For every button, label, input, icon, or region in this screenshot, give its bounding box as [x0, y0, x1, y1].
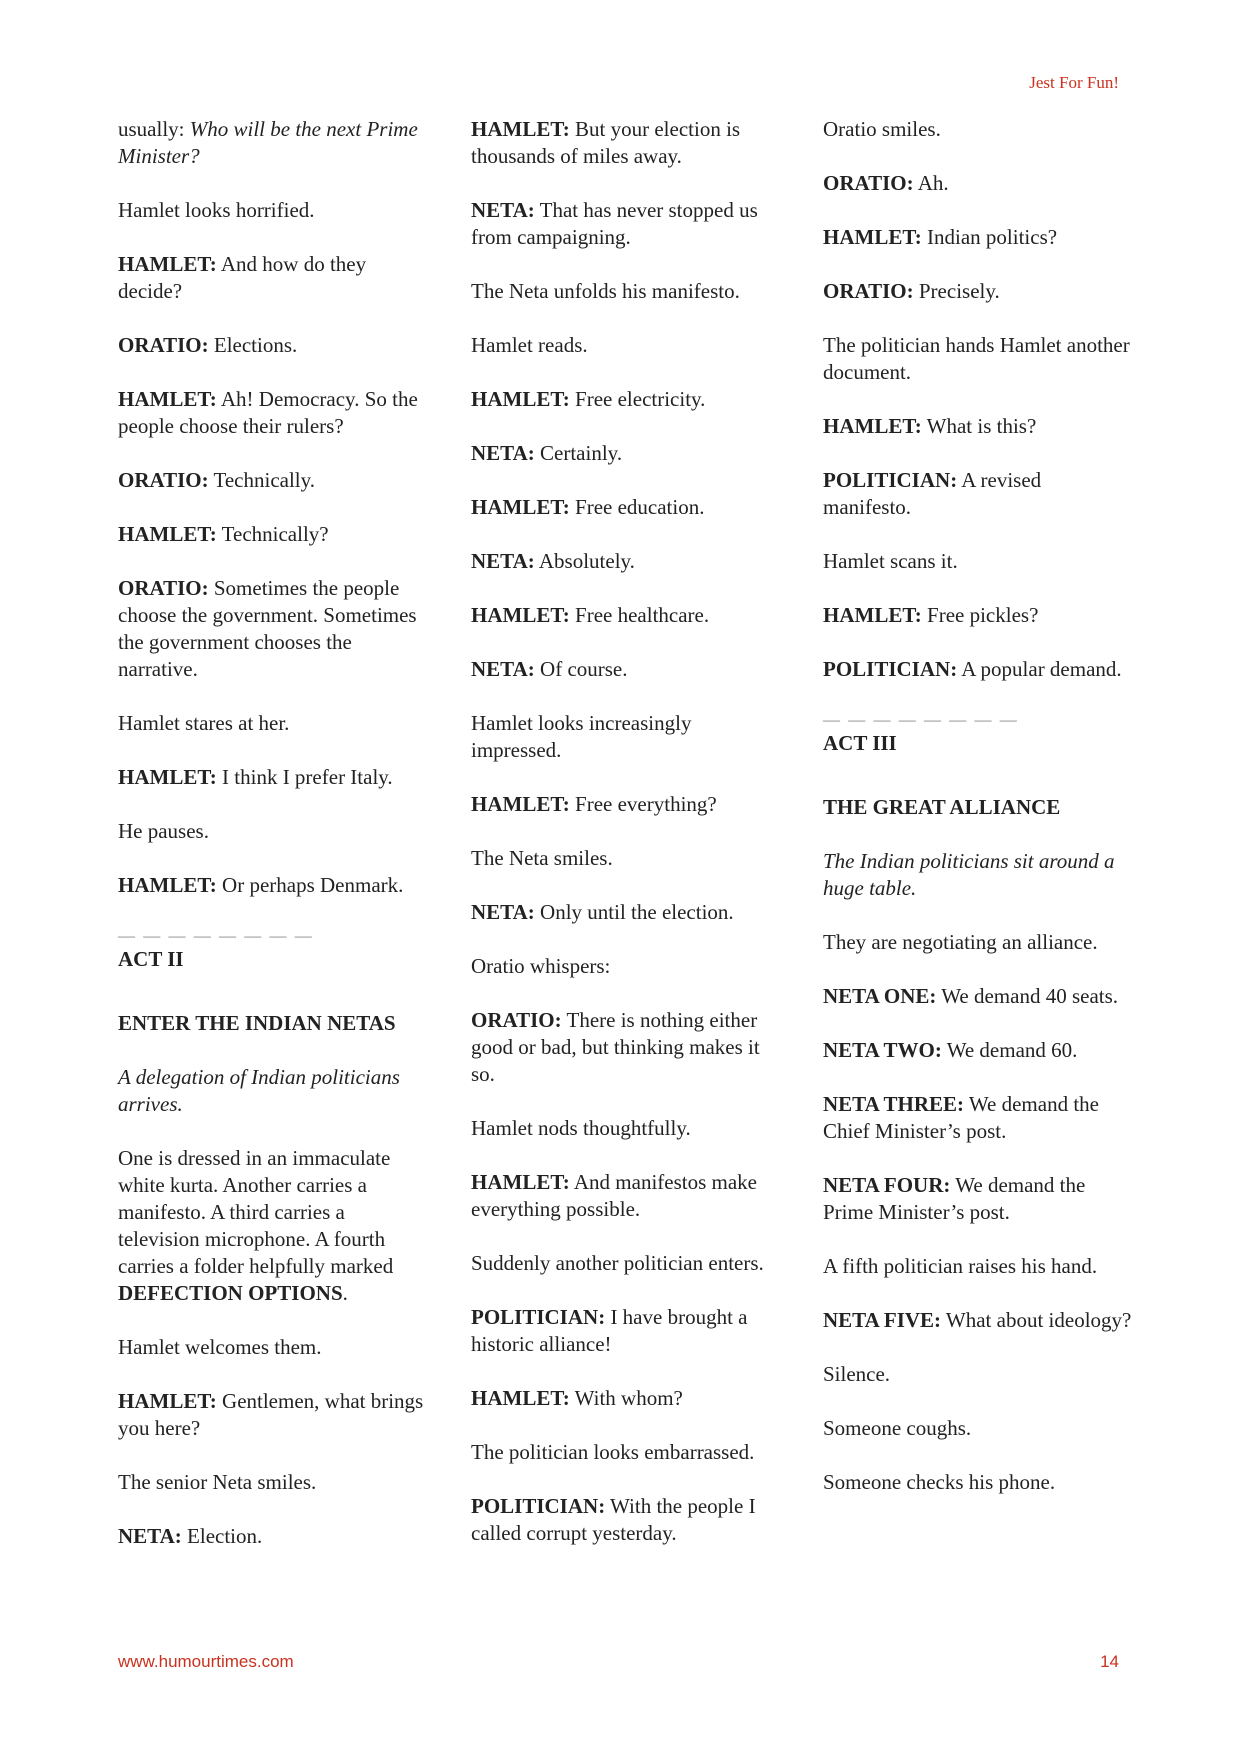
- speaker-name: ORATIO:: [118, 576, 209, 600]
- scene-title: THE GREAT ALLIANCE: [823, 795, 1061, 819]
- stage-direction: Silence.: [823, 1362, 891, 1386]
- dialogue-line: [471, 656, 781, 683]
- stage-direction: The politician hands Hamlet another document.: [823, 333, 1130, 384]
- speaker-name: HAMLET:: [471, 1170, 570, 1194]
- speaker-name: HAMLET:: [471, 117, 570, 141]
- speaker-name: HAMLET:: [471, 387, 570, 411]
- speaker-name: ORATIO:: [823, 171, 914, 195]
- speaker-name: HAMLET:: [823, 414, 922, 438]
- dialogue-line: [118, 251, 428, 305]
- dialogue-text: Technically?: [216, 522, 329, 546]
- dialogue-line: [118, 575, 428, 683]
- stage-direction: Hamlet reads.: [471, 333, 588, 357]
- dialogue-line: [118, 872, 428, 899]
- dialogue-text: Indian politics?: [921, 225, 1058, 249]
- text-run: Who will be the next Prime Minister?: [118, 117, 418, 168]
- stage-direction: Suddenly another politician enters.: [471, 1251, 764, 1275]
- dialogue-line: [471, 791, 781, 818]
- dialogue-text: Free pickles?: [921, 603, 1039, 627]
- text-run: One is dressed in an immaculate white kurta. Another carries a manifesto. A third carries a television microphone. A fourth carries a folder helpfully marked: [118, 1146, 394, 1278]
- dialogue-text: Technically.: [208, 468, 316, 492]
- dialogue-text: And how do they decide?: [118, 252, 367, 303]
- stage-direction: A fifth politician raises his hand.: [823, 1254, 1098, 1278]
- dialogue-text: Sometimes the people choose the government. Sometimes the government chooses the narrative.: [118, 576, 417, 681]
- stage-direction: Hamlet nods thoughtfully.: [471, 1116, 691, 1140]
- dialogue-text: We demand 40 seats.: [936, 984, 1119, 1008]
- dialogue-text: Elections.: [208, 333, 298, 357]
- dialogue-text: Ah.: [913, 171, 949, 195]
- section-divider: — — — — — — — —: [823, 710, 1019, 729]
- paragraph: [118, 1145, 428, 1307]
- stage-direction: Oratio whispers:: [471, 954, 611, 978]
- speaker-name: HAMLET:: [823, 225, 922, 249]
- dialogue-line: [118, 521, 428, 548]
- stage-direction: The Indian politicians sit around a huge table.: [823, 849, 1115, 900]
- column-2: [471, 116, 781, 1574]
- dialogue-text: Certainly.: [534, 441, 623, 465]
- dialogue-line: [118, 467, 428, 494]
- speaker-name: POLITICIAN:: [823, 657, 958, 681]
- stage-direction: The Neta unfolds his manifesto.: [471, 279, 740, 303]
- text-run: usually:: [118, 117, 190, 141]
- speaker-name: POLITICIAN:: [471, 1494, 606, 1518]
- dialogue-line: [823, 983, 1133, 1010]
- dialogue-line: [823, 170, 1133, 197]
- dialogue-text: Only until the election.: [534, 900, 734, 924]
- dialogue-text: With the people I called corrupt yesterday.: [471, 1494, 756, 1545]
- dialogue-line: [823, 1037, 1133, 1064]
- speaker-name: NETA FIVE:: [823, 1308, 942, 1332]
- dialogue-line: [471, 494, 781, 521]
- dialogue-text: Free electricity.: [569, 387, 706, 411]
- dialogue-line: [823, 1091, 1133, 1145]
- dialogue-line: [471, 899, 781, 926]
- speaker-name: HAMLET:: [118, 252, 217, 276]
- speaker-name: HAMLET:: [118, 387, 217, 411]
- stage-direction: Hamlet stares at her.: [118, 711, 290, 735]
- dialogue-line: [118, 386, 428, 440]
- speaker-name: ORATIO:: [118, 333, 209, 357]
- dialogue-text: Free everything?: [569, 792, 717, 816]
- dialogue-line: [823, 1172, 1133, 1226]
- stage-direction: Someone coughs.: [823, 1416, 972, 1440]
- dialogue-text: What is this?: [921, 414, 1037, 438]
- dialogue-text: Precisely.: [913, 279, 1000, 303]
- dialogue-line: [823, 1307, 1133, 1334]
- stage-direction: The Neta smiles.: [471, 846, 613, 870]
- dialogue-text: Or perhaps Denmark.: [216, 873, 404, 897]
- stage-direction: A delegation of Indian politicians arrives.: [118, 1065, 400, 1116]
- dialogue-text: Election.: [181, 1524, 263, 1548]
- text-run: .: [342, 1281, 348, 1305]
- speaker-name: HAMLET:: [118, 1389, 217, 1413]
- dialogue-line: [823, 656, 1133, 683]
- dialogue-line: [471, 1304, 781, 1358]
- section-divider: — — — — — — — —: [118, 926, 314, 945]
- dialogue-text: We demand the Chief Minister’s post.: [823, 1092, 1099, 1143]
- dialogue-line: [471, 197, 781, 251]
- speaker-name: NETA:: [118, 1524, 182, 1548]
- speaker-name: NETA:: [471, 441, 535, 465]
- dialogue-text: With whom?: [569, 1386, 683, 1410]
- dialogue-text: But your election is thousands of miles away.: [471, 117, 741, 168]
- speaker-name: NETA FOUR:: [823, 1173, 951, 1197]
- stage-direction: Someone checks his phone.: [823, 1470, 1056, 1494]
- stage-direction: The senior Neta smiles.: [118, 1470, 317, 1494]
- dialogue-line: [823, 224, 1133, 251]
- act-heading: ACT II: [118, 947, 184, 971]
- dialogue-text: Ah! Democracy. So the people choose their rulers?: [118, 387, 418, 438]
- speaker-name: NETA:: [471, 900, 535, 924]
- dialogue-line: [471, 1493, 781, 1547]
- speaker-name: POLITICIAN:: [471, 1305, 606, 1329]
- speaker-name: ORATIO:: [118, 468, 209, 492]
- dialogue-line: [823, 413, 1133, 440]
- footer-website[interactable]: www.humourtimes.com: [118, 1652, 294, 1671]
- dialogue-text: What about ideology?: [941, 1308, 1132, 1332]
- speaker-name: NETA:: [471, 198, 535, 222]
- dialogue-line: [823, 278, 1133, 305]
- stage-direction: They are negotiating an alliance.: [823, 930, 1098, 954]
- dialogue-line: [118, 1523, 428, 1550]
- stage-direction: Hamlet welcomes them.: [118, 1335, 322, 1359]
- speaker-name: HAMLET:: [118, 522, 217, 546]
- dialogue-text: A revised manifesto.: [823, 468, 1042, 519]
- dialogue-line: [471, 386, 781, 413]
- dialogue-text: Free education.: [569, 495, 705, 519]
- speaker-name: NETA ONE:: [823, 984, 937, 1008]
- dialogue-line: [471, 548, 781, 575]
- dialogue-line: [823, 602, 1133, 629]
- dialogue-text: We demand 60.: [941, 1038, 1078, 1062]
- dialogue-line: [118, 332, 428, 359]
- stage-direction: He pauses.: [118, 819, 209, 843]
- dialogue-text: We demand the Prime Minister’s post.: [823, 1173, 1086, 1224]
- dialogue-line: [471, 1385, 781, 1412]
- stage-direction: Oratio smiles.: [823, 117, 941, 141]
- speaker-name: NETA:: [471, 549, 535, 573]
- dialogue-text: I have brought a historic alliance!: [471, 1305, 748, 1356]
- speaker-name: HAMLET:: [823, 603, 922, 627]
- speaker-name: POLITICIAN:: [823, 468, 958, 492]
- dialogue-line: [471, 116, 781, 170]
- dialogue-line: [118, 1388, 428, 1442]
- speaker-name: HAMLET:: [118, 873, 217, 897]
- dialogue-line: [823, 467, 1133, 521]
- speaker-name: NETA:: [471, 657, 535, 681]
- dialogue-text: Absolutely.: [534, 549, 635, 573]
- page-number: 14: [1100, 1652, 1119, 1671]
- speaker-name: HAMLET:: [471, 603, 570, 627]
- column-3: [823, 116, 1133, 1523]
- text-run: DEFECTION OPTIONS: [118, 1281, 343, 1305]
- column-1: [118, 116, 428, 1577]
- stage-direction: The politician looks embarrassed.: [471, 1440, 755, 1464]
- dialogue-text: Of course.: [534, 657, 628, 681]
- stage-direction: Hamlet looks horrified.: [118, 198, 315, 222]
- dialogue-line: [471, 1007, 781, 1088]
- dialogue-line: [471, 602, 781, 629]
- dialogue-text: A popular demand.: [957, 657, 1122, 681]
- stage-direction: Hamlet scans it.: [823, 549, 958, 573]
- dialogue-text: That has never stopped us from campaigning.: [471, 198, 758, 249]
- speaker-name: HAMLET:: [471, 495, 570, 519]
- dialogue-text: Free healthcare.: [569, 603, 710, 627]
- stage-direction: Hamlet looks increasingly impressed.: [471, 711, 692, 762]
- dialogue-text: I think I prefer Italy.: [216, 765, 393, 789]
- speaker-name: ORATIO:: [471, 1008, 562, 1032]
- speaker-name: HAMLET:: [471, 792, 570, 816]
- dialogue-line: [471, 1169, 781, 1223]
- paragraph: [118, 116, 428, 170]
- speaker-name: NETA TWO:: [823, 1038, 942, 1062]
- scene-title: ENTER THE INDIAN NETAS: [118, 1011, 396, 1035]
- speaker-name: ORATIO:: [823, 279, 914, 303]
- speaker-name: NETA THREE:: [823, 1092, 965, 1116]
- dialogue-line: [118, 764, 428, 791]
- dialogue-text: And manifestos make everything possible.: [471, 1170, 757, 1221]
- section-tag: Jest For Fun!: [1029, 73, 1119, 92]
- act-heading: ACT III: [823, 731, 897, 755]
- dialogue-text: Gentlemen, what brings you here?: [118, 1389, 424, 1440]
- speaker-name: HAMLET:: [118, 765, 217, 789]
- dialogue-text: There is nothing either good or bad, but thinking makes it so.: [471, 1008, 760, 1086]
- speaker-name: HAMLET:: [471, 1386, 570, 1410]
- dialogue-line: [471, 440, 781, 467]
